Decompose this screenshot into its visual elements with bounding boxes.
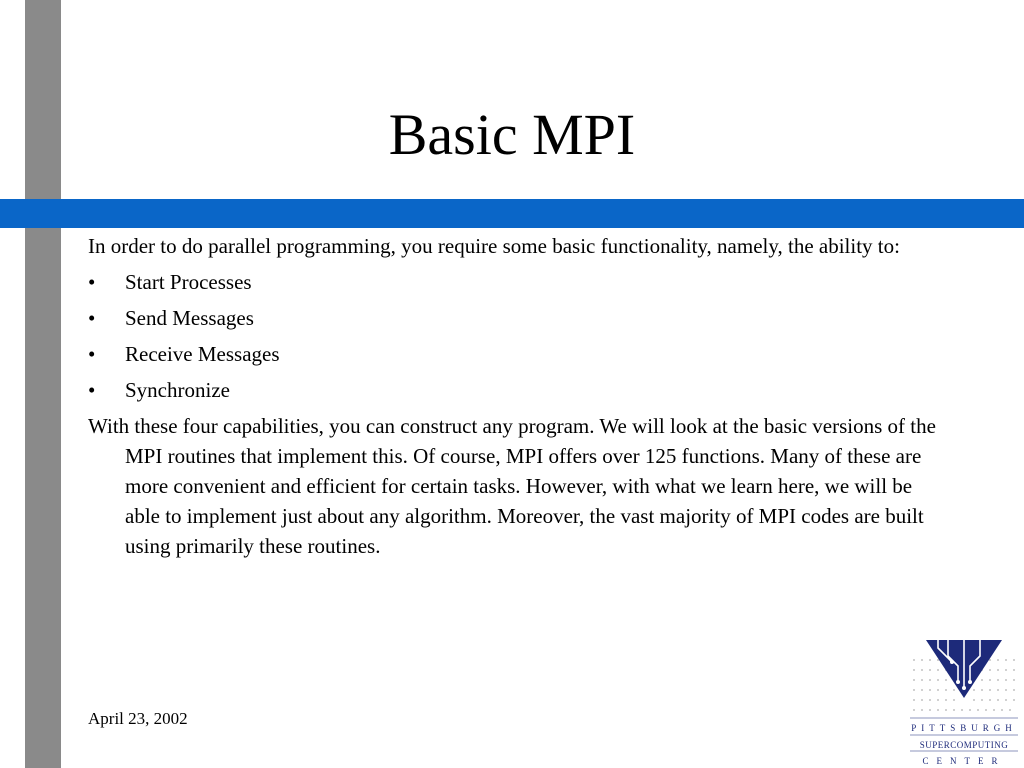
slide-body [88, 231, 948, 567]
intro-paragraph: In order to do parallel programming, you require some basic functionality, namely, the ability to: [88, 234, 900, 258]
bullet-text: Synchronize [125, 378, 230, 402]
title-divider-band [0, 199, 1024, 228]
bullet-dot-icon: • [88, 378, 96, 402]
bullet-item [88, 339, 948, 369]
bullet-text: Send Messages [125, 306, 254, 330]
bullet-item [88, 303, 948, 333]
logo-text-center: CENTER [922, 756, 1006, 766]
bullet-item [88, 267, 948, 297]
bullet-text: Receive Messages [125, 342, 280, 366]
bullet-text: Start Processes [125, 270, 252, 294]
slide-title: Basic MPI [388, 102, 636, 167]
bullet-dot-icon: • [88, 306, 96, 330]
slide-date: April 23, 2002 [88, 709, 188, 728]
bullet-list [88, 267, 948, 405]
logo-text-supercomputing: SUPERCOMPUTING [919, 740, 1009, 750]
logo-text-pittsburgh: PITTSBURGH [911, 723, 1017, 733]
bullet-item [88, 375, 948, 405]
bullet-dot-icon: • [88, 342, 96, 366]
conclusion-paragraph: With these four capabilities, you can construct any program. We will look at the basic versions of the MPI routines that implement this. Of course, MPI offers over 125 functions. Many of these are more convenient and efficient for certain tasks. However, with what we learn here, we will be able to implement just about any algorithm. Moreover, the vast majority of MPI codes are built using primarily these routines. [88, 414, 936, 558]
bullet-dot-icon: • [88, 270, 96, 294]
